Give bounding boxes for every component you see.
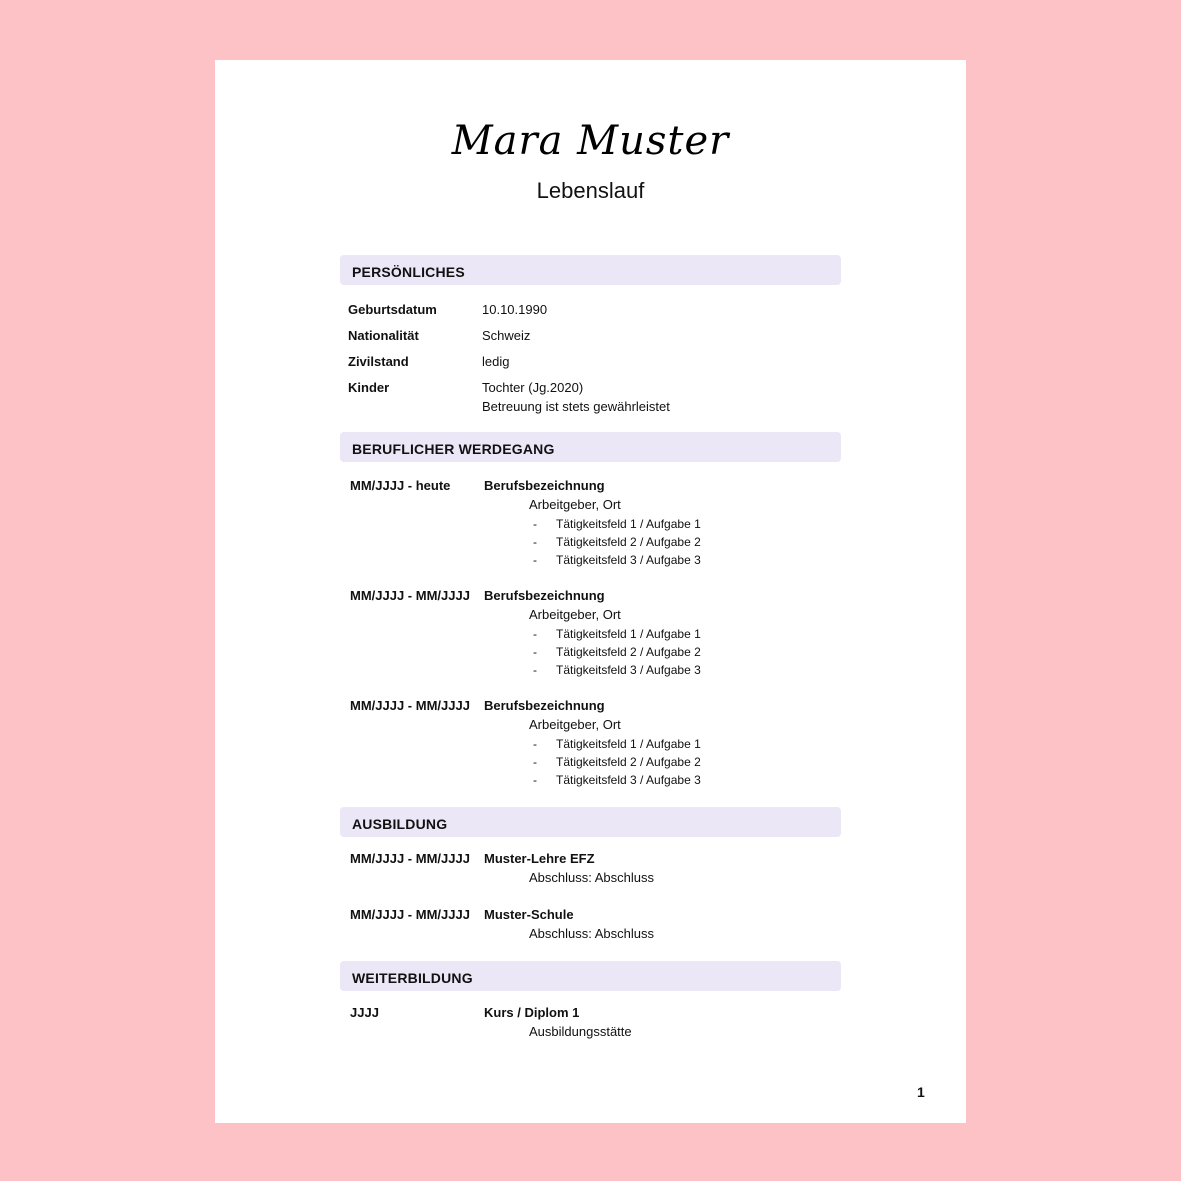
task-bullet: - [533, 645, 537, 659]
career-task: Tätigkeitsfeld 2 / Aufgabe 2 [556, 535, 701, 549]
career-task: Tätigkeitsfeld 2 / Aufgabe 2 [556, 755, 701, 769]
further-name: Kurs / Diplom 1 [484, 1005, 580, 1020]
section-title: WEITERBILDUNG [352, 970, 473, 986]
education-period: MM/JJJJ - MM/JJJJ [350, 851, 470, 866]
section-title: PERSÖNLICHES [352, 264, 465, 280]
further-period: JJJJ [350, 1005, 379, 1020]
section-header-further-education [340, 961, 841, 991]
task-bullet: - [533, 535, 537, 549]
personal-value: Schweiz [482, 328, 531, 343]
career-task: Tätigkeitsfeld 3 / Aufgabe 3 [556, 663, 701, 677]
personal-label: Kinder [348, 380, 390, 395]
personal-value: ledig [482, 354, 510, 369]
personal-value: 10.10.1990 [482, 302, 548, 317]
career-employer: Arbeitgeber, Ort [529, 607, 621, 622]
education-detail: Abschluss: Abschluss [529, 926, 655, 941]
career-period: MM/JJJJ - heute [350, 478, 451, 493]
personal-value-note: Betreuung ist stets gewährleistet [482, 399, 670, 414]
personal-label: Zivilstand [348, 354, 409, 369]
career-task: Tätigkeitsfeld 1 / Aufgabe 1 [556, 737, 701, 751]
cv-page [215, 60, 966, 1123]
education-name: Muster-Schule [484, 907, 574, 922]
education-name: Muster-Lehre EFZ [484, 851, 595, 866]
further-detail: Ausbildungsstätte [529, 1024, 632, 1039]
document-subtitle: Lebenslauf [536, 178, 645, 203]
task-bullet: - [533, 755, 537, 769]
career-employer: Arbeitgeber, Ort [529, 497, 621, 512]
personal-label: Nationalität [348, 328, 419, 343]
education-detail: Abschluss: Abschluss [529, 870, 655, 885]
personal-value: Tochter (Jg.2020) [482, 380, 584, 395]
task-bullet: - [533, 553, 537, 567]
career-task: Tätigkeitsfeld 1 / Aufgabe 1 [556, 517, 701, 531]
career-employer: Arbeitgeber, Ort [529, 717, 621, 732]
section-title: BERUFLICHER WERDEGANG [352, 441, 555, 457]
career-position: Berufsbezeichnung [484, 478, 605, 493]
section-title: AUSBILDUNG [352, 816, 448, 832]
task-bullet: - [533, 517, 537, 531]
section-header-personal [340, 255, 841, 285]
task-bullet: - [533, 627, 537, 641]
task-bullet: - [533, 773, 537, 787]
education-period: MM/JJJJ - MM/JJJJ [350, 907, 470, 922]
career-period: MM/JJJJ - MM/JJJJ [350, 588, 470, 603]
page-number: 1 [917, 1084, 925, 1100]
task-bullet: - [533, 663, 537, 677]
candidate-name: Mara Muster [451, 118, 730, 164]
career-task: Tätigkeitsfeld 3 / Aufgabe 3 [556, 553, 701, 567]
career-period: MM/JJJJ - MM/JJJJ [350, 698, 470, 713]
career-task: Tätigkeitsfeld 1 / Aufgabe 1 [556, 627, 701, 641]
section-header-career [340, 432, 841, 462]
career-position: Berufsbezeichnung [484, 698, 605, 713]
career-task: Tätigkeitsfeld 2 / Aufgabe 2 [556, 645, 701, 659]
task-bullet: - [533, 737, 537, 751]
personal-label: Geburtsdatum [348, 302, 437, 317]
career-position: Berufsbezeichnung [484, 588, 605, 603]
career-task: Tätigkeitsfeld 3 / Aufgabe 3 [556, 773, 701, 787]
section-header-education [340, 807, 841, 837]
